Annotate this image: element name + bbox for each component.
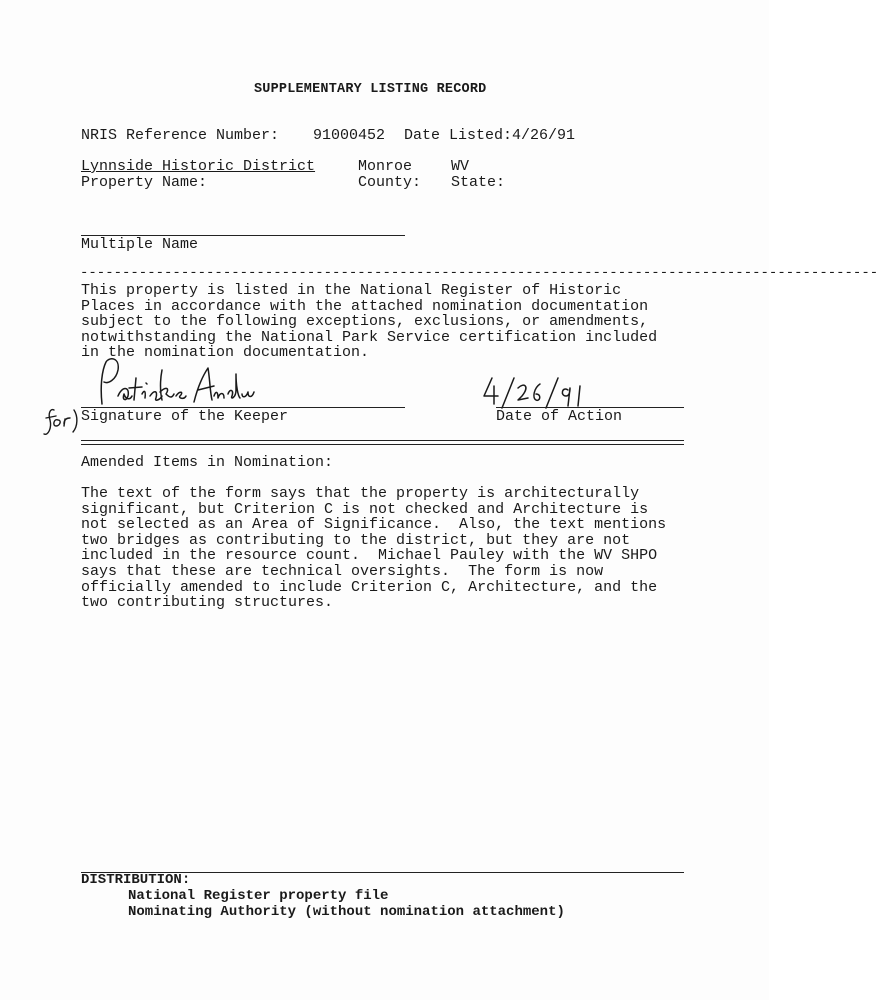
distribution-item-1: National Register property file	[128, 888, 389, 904]
county-value: Monroe	[358, 158, 413, 175]
amended-items-heading: Amended Items in Nomination:	[81, 454, 334, 471]
dashed-divider: -----------------------------------------------------------------------------------------------	[80, 265, 878, 281]
signature-label: Signature of the Keeper	[81, 408, 289, 425]
state-value: WV	[451, 158, 470, 175]
amended-text: The text of the form says that the property is architecturally significant, but Criterion C is not checked and Architecture is not selected as an Area of Significance. Also, the text mentions two bridges as contributing to the district, but they are not included in the resource count. Michael Pauley with the WV SHPO says that these are technical oversights. The form is now officially amended to include Criterion C, Architecture, and the two contributing structures.	[81, 485, 667, 612]
distribution-item-2: Nominating Authority (without nomination attachment)	[128, 904, 565, 920]
nris-reference-label: NRIS Reference Number:	[81, 127, 280, 144]
double-rule-top	[81, 440, 684, 441]
double-rule-bottom	[81, 444, 684, 445]
distribution-heading: DISTRIBUTION:	[81, 872, 191, 888]
for-initials-mark	[40, 404, 82, 438]
date-listed: Date Listed:4/26/91	[404, 127, 576, 144]
date-of-action-label: Date of Action	[496, 408, 623, 425]
listing-statement: This property is listed in the National Register of Historic Places in accordance with the attached nomination documentation subject to the following exceptions, exclusions, or amendments, notwithstanding the National Park Service certification included in the nomination documentation.	[81, 282, 658, 362]
property-name-label: Property Name:	[81, 174, 208, 191]
multiple-name-label: Multiple Name	[81, 236, 199, 253]
state-label: State:	[451, 174, 506, 191]
county-label: County:	[358, 174, 422, 191]
property-name-value: Lynnside Historic District	[81, 158, 316, 175]
keeper-signature	[96, 356, 256, 408]
document-title: SUPPLEMENTARY LISTING RECORD	[254, 82, 487, 97]
nris-reference-number: 91000452	[313, 127, 386, 144]
